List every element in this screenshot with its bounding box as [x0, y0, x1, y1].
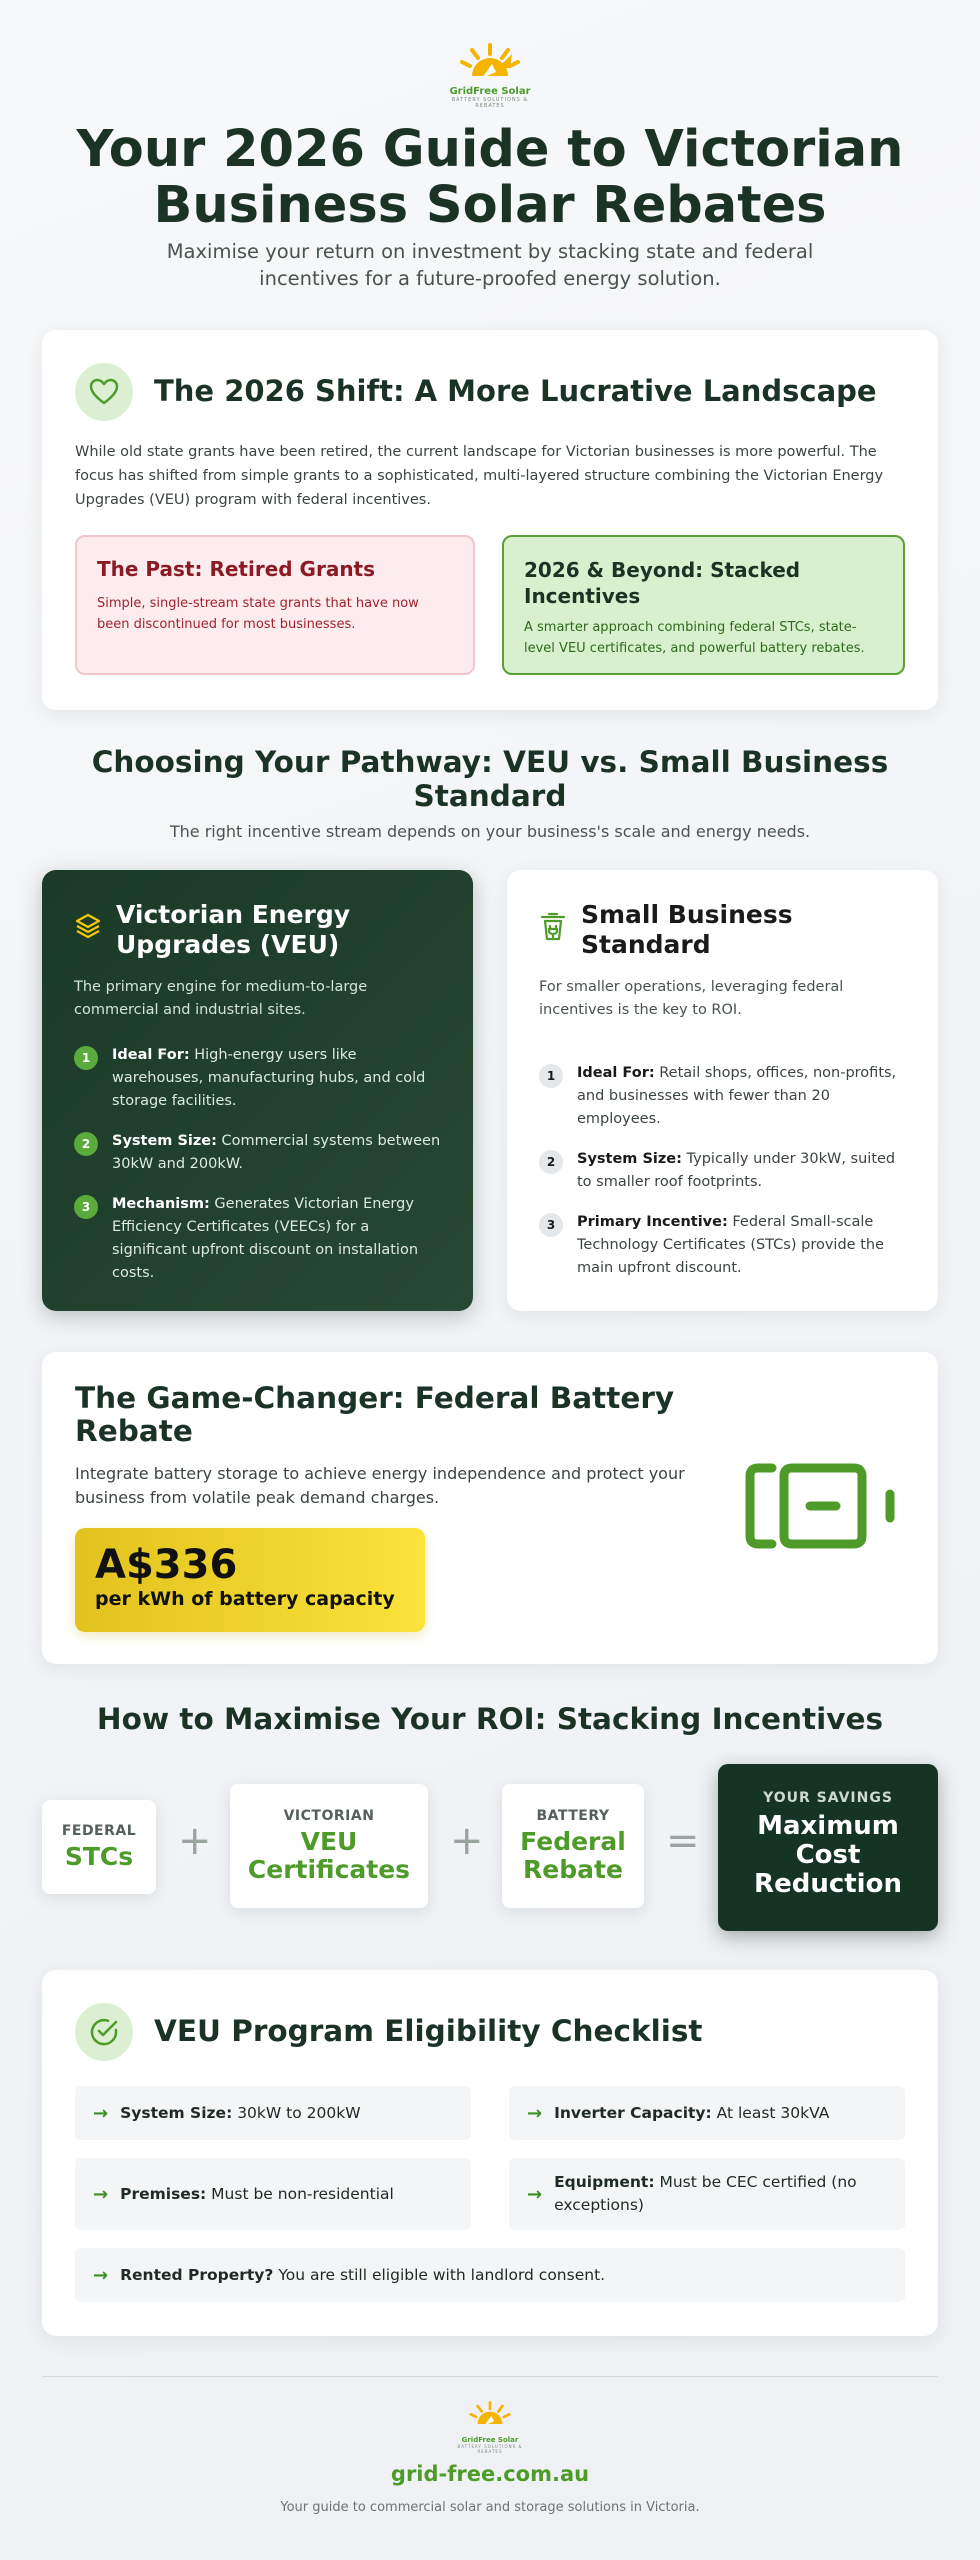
item-text: Retail shops, offices, non-profits, and businesses with fewer than 20 employees.	[577, 1065, 897, 1127]
step-number: 1	[539, 1064, 563, 1088]
savings-value: Maximum Cost Reduction	[754, 1811, 902, 1899]
step-number: 1	[74, 1046, 98, 1070]
check-label: Rented Property?	[120, 2265, 274, 2284]
sbs-card	[507, 870, 938, 1311]
veu-card	[42, 870, 473, 1311]
plus-sign: +	[178, 1818, 212, 1864]
item-text: Federal Small-scale Technology Certificates (STCs) provide the main upfront discount.	[577, 1214, 884, 1276]
past-body: Simple, single-stream state grants that have now been discontinued for most businesses.	[97, 596, 419, 632]
item-label: Primary Incentive:	[577, 1214, 728, 1230]
savings-box	[718, 1764, 938, 1931]
battery-section	[42, 1352, 938, 1664]
equals-sign: =	[666, 1818, 700, 1864]
heart-icon-badge	[75, 363, 133, 421]
past-card	[75, 535, 475, 675]
list-item	[539, 1148, 906, 1194]
item-text: Generates Victorian Energy Efficiency Certificates (VEECs) for a significant upfront discount on installation costs.	[112, 1196, 419, 1281]
step-number: 3	[74, 1195, 98, 1219]
victorian-value: VEU Certificates	[247, 1827, 411, 1884]
check-circle-icon	[88, 2016, 120, 2048]
sbs-title: Small Business Standard	[581, 900, 793, 959]
footer-logo-tagline: BATTERY SOLUTIONS & REBATES	[457, 2444, 523, 2454]
checklist-item	[75, 2086, 471, 2140]
check-label: Equipment:	[554, 2173, 655, 2191]
shift-title: The 2026 Shift: A More Lucrative Landscape	[154, 374, 877, 408]
plug-icon	[539, 912, 567, 942]
check-text: Must be CEC certified (no exceptions)	[554, 2173, 857, 2214]
step-number: 2	[74, 1132, 98, 1156]
item-label: Ideal For:	[577, 1065, 655, 1081]
check-text: Must be non-residential	[206, 2184, 394, 2203]
sun-logo-icon	[458, 42, 522, 84]
footer-logo[interactable]	[455, 2400, 525, 2452]
battery-body: Integrate battery storage to achieve energy independence and protect your business from volatile peak demand charges.	[75, 1464, 685, 1507]
checklist-item	[509, 2158, 905, 2230]
item-text: High-energy users like warehouses, manufacturing hubs, and cold storage facilities.	[112, 1047, 426, 1109]
savings-label: YOUR SAVINGS	[763, 1790, 893, 1806]
checklist-section	[42, 1970, 938, 2336]
arrow-right-icon: →	[527, 2102, 543, 2124]
list-item	[74, 1044, 441, 1113]
page-subtitle: Maximise your return on investment by stacking state and federal incentives for a future-proofed energy solution.	[166, 240, 814, 290]
shift-section	[42, 330, 938, 710]
item-label: System Size:	[112, 1133, 217, 1149]
check-label: Inverter Capacity:	[554, 2103, 712, 2122]
list-item	[74, 1193, 441, 1285]
footer-note: Your guide to commercial solar and storage solutions in Victoria.	[280, 2500, 700, 2515]
checklist-item	[509, 2086, 905, 2140]
check-text: 30kW to 200kW	[232, 2103, 361, 2122]
battery-label: BATTERY	[536, 1808, 610, 1824]
future-card	[502, 535, 905, 675]
logo-name: GridFree Solar	[449, 86, 531, 97]
past-title: The Past: Retired Grants	[97, 557, 376, 581]
shift-body: While old state grants have been retired, the current landscape for Victorian businesses is more powerful. The focus has shifted from simple grants to a sophisticated, multi-layered structure combining the Victorian Energy Upgrades (VEU) program with federal incentives.	[75, 444, 884, 508]
battery-value: Federal Rebate	[520, 1827, 626, 1884]
arrow-right-icon: →	[527, 2183, 543, 2205]
federal-label: FEDERAL	[61, 1823, 137, 1839]
battery-title: The Game-Changer: Federal Battery Rebate	[75, 1381, 675, 1448]
future-body: A smarter approach combining federal STCs, state-level VEU certificates, and powerful battery rebates.	[524, 620, 865, 656]
item-label: System Size:	[577, 1151, 682, 1167]
list-item	[539, 1062, 906, 1131]
footer-divider	[42, 2376, 938, 2377]
check-badge	[75, 2003, 133, 2061]
item-label: Ideal For:	[112, 1047, 190, 1063]
pathway-title: Choosing Your Pathway: VEU vs. Small Business Standard	[91, 745, 889, 813]
list-item	[74, 1130, 441, 1176]
stacking-title: How to Maximise Your ROI: Stacking Incentives	[96, 1702, 884, 1736]
pathway-subtitle: The right incentive stream depends on your business's scale and energy needs.	[169, 822, 811, 841]
gridfree-logo[interactable]	[440, 42, 540, 108]
federal-stcs-box	[42, 1800, 156, 1894]
sun-logo-icon	[468, 2400, 512, 2430]
plus-sign: +	[450, 1818, 484, 1864]
check-label: System Size:	[120, 2103, 233, 2122]
rebate-amount: A$336	[95, 1542, 238, 1588]
rebate-badge	[75, 1528, 425, 1632]
step-number: 2	[539, 1150, 563, 1174]
check-label: Premises:	[120, 2184, 207, 2203]
arrow-right-icon: →	[93, 2264, 109, 2286]
checklist-title: VEU Program Eligibility Checklist	[154, 2014, 703, 2048]
federal-value: STCs	[64, 1842, 134, 1871]
heart-icon	[89, 378, 119, 406]
sbs-lead: For smaller operations, leveraging federal incentives is the key to ROI.	[539, 979, 844, 1018]
arrow-right-icon: →	[93, 2183, 109, 2205]
check-text: You are still eligible with landlord consent.	[273, 2265, 606, 2284]
page-title: Your 2026 Guide to Victorian Business Solar Rebates	[76, 120, 904, 235]
checklist-item	[75, 2248, 905, 2302]
list-item	[539, 1211, 906, 1280]
layers-icon	[74, 912, 102, 940]
battery-icon	[742, 1458, 902, 1554]
item-text: Typically under 30kW, suited to smaller roof footprints.	[577, 1151, 896, 1190]
veu-lead: The primary engine for medium-to-large commercial and industrial sites.	[74, 979, 368, 1018]
check-text: At least 30kVA	[711, 2103, 830, 2122]
arrow-right-icon: →	[93, 2102, 109, 2124]
victorian-veu-box	[230, 1784, 428, 1908]
item-label: Mechanism:	[112, 1196, 210, 1212]
battery-rebate-box	[502, 1784, 644, 1908]
rebate-unit: per kWh of battery capacity	[95, 1588, 395, 1610]
footer-logo-name: GridFree Solar	[461, 2436, 519, 2444]
victorian-label: VICTORIAN	[283, 1808, 375, 1824]
footer-url-link[interactable]: grid-free.com.au	[390, 2462, 590, 2486]
future-title: 2026 & Beyond: Stacked Incentives	[524, 558, 801, 608]
step-number: 3	[539, 1213, 563, 1237]
item-text: Commercial systems between 30kW and 200kW.	[112, 1133, 441, 1172]
veu-title: Victorian Energy Upgrades (VEU)	[116, 900, 351, 959]
checklist-item	[75, 2158, 471, 2230]
logo-tagline: BATTERY SOLUTIONS & REBATES	[451, 97, 529, 109]
